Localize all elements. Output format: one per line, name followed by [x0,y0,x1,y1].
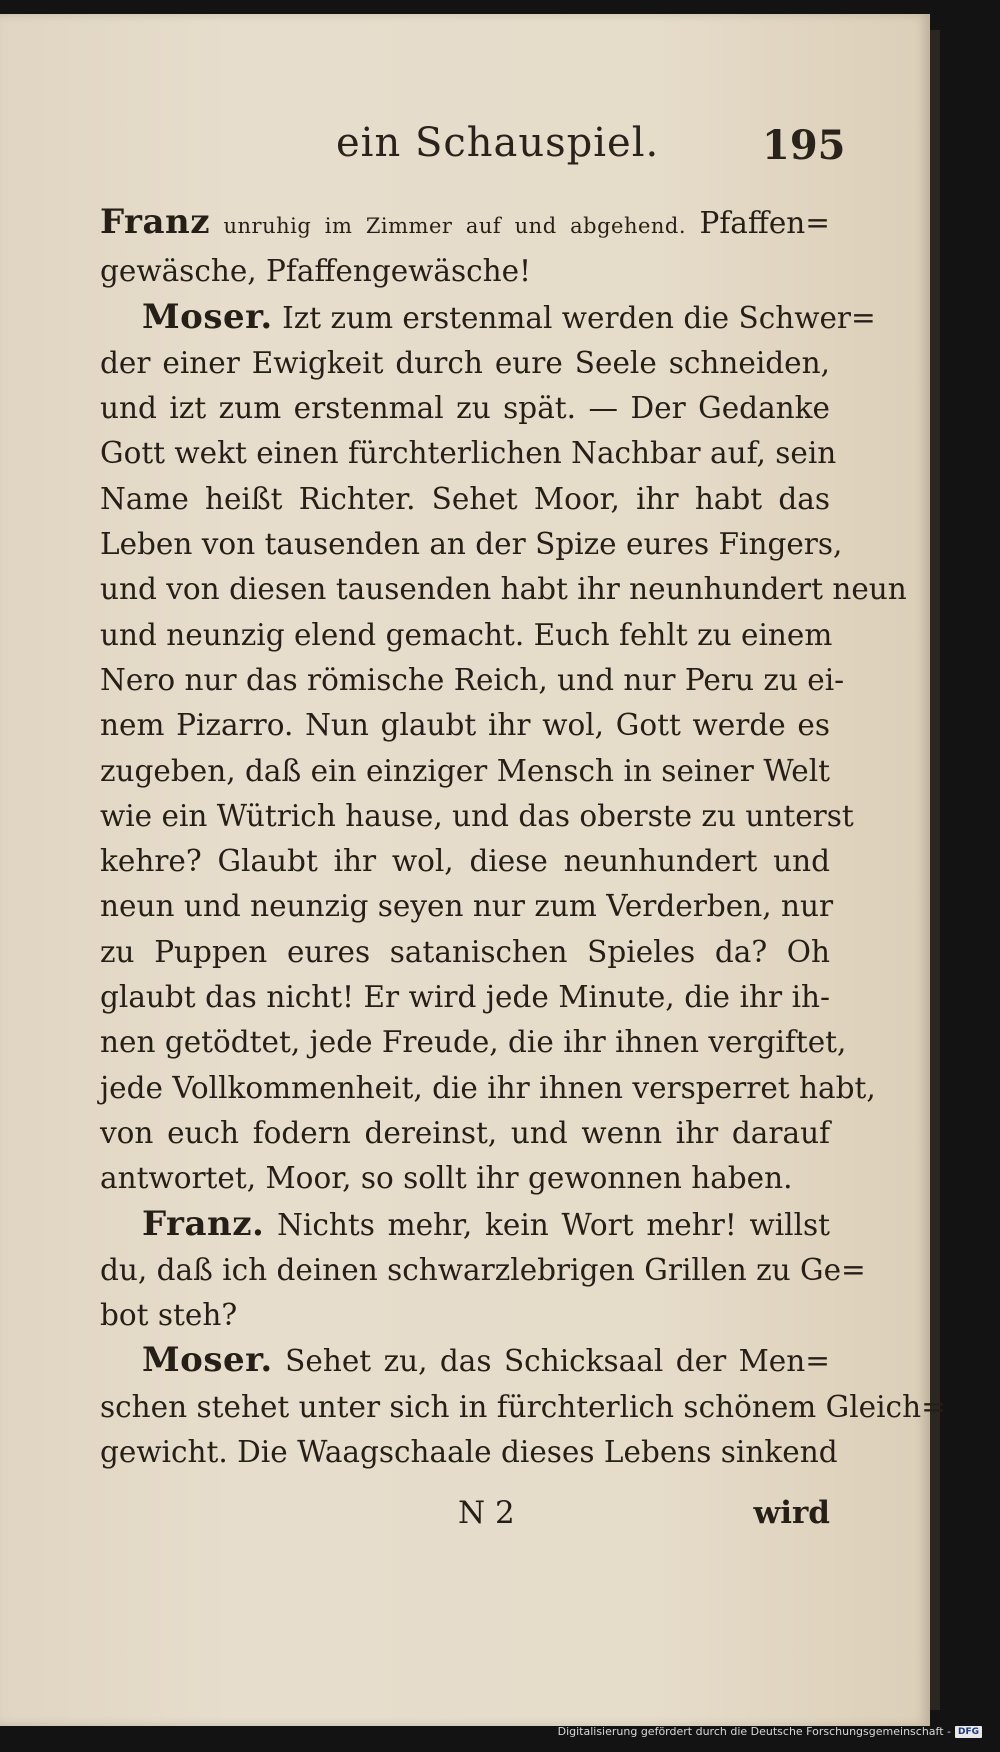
stage-direction: unruhig im Zimmer auf und abgehend. [210,214,700,238]
line-text: zugeben, daß ein einziger Mensch in seiner Welt [100,753,830,788]
speaker-name: Moser. [142,296,273,337]
line-text: der einer Ewigkeit durch eure Seele schneiden, [100,345,830,380]
page-number: 195 [762,122,846,169]
text-line [100,1338,830,1384]
text-line [100,200,830,249]
text-line [100,930,830,975]
text-line [100,658,845,703]
text-line [100,295,876,341]
text-line [100,794,854,839]
credit-text: Digitalisierung gefördert durch die Deutsche Forschungsgemeinschaft - [557,1725,951,1738]
text-line [100,431,837,476]
text-line [100,1020,847,1065]
line-text: Pfaffen= [699,206,830,240]
line-text: glaubt das nicht! Er wird jede Minute, die ihr ih- [100,980,830,1015]
body-text [100,200,946,1475]
signature-mark: N 2 [458,1495,515,1531]
line-text: Sehet zu, das Schicksaal der Men= [272,1344,830,1379]
page-edge [930,30,940,1710]
text-line [100,975,830,1020]
paragraph [100,1338,946,1475]
text-line [100,613,833,658]
text-line [100,567,907,612]
line-text: kehre? Glaubt ihr wol, diese neunhundert und [100,844,830,879]
line-text: zu Puppen eures satanischen Spieles da? Oh [100,934,830,969]
text-line [100,884,834,929]
speaker-name: Franz. [142,1203,265,1244]
text-line [100,749,830,794]
text-line [100,386,830,431]
line-text: Izt zum erstenmal werden die Schwer= [272,300,876,335]
text-line [100,522,843,567]
text-line [100,839,830,884]
line-text: jede Vollkommenheit, die ihr ihnen versperret habt, [100,1070,876,1105]
text-line [100,1430,838,1475]
paragraph [100,200,830,295]
line-text: neun und neunzig seyen nur zum Verderben, nur [100,889,834,924]
text-line [100,703,830,748]
line-text: wie ein Wütrich hause, und das oberste zu unterst [100,798,854,833]
text-line [100,249,830,294]
text-line [100,1385,946,1430]
speaker-name: Moser. [142,1340,273,1381]
text-line [100,1202,830,1248]
line-text: und izt zum erstenmal zu spät. — Der Gedanke [100,391,830,426]
paragraph [100,295,907,1202]
text-line [100,1293,830,1338]
line-text: Leben von tausenden an der Spize eures Fingers, [100,527,843,562]
line-text: nen getödtet, jede Freude, die ihr ihnen vergiftet, [100,1025,847,1060]
speaker-name: Franz [100,202,211,242]
running-title: ein Schauspiel. [336,120,660,166]
line-text: Nichts mehr, kein Wort mehr! willst [264,1207,830,1242]
line-text: Name heißt Richter. Sehet Moor, ihr habt das [100,481,830,516]
digitization-credit [558,1725,982,1738]
text-line [100,1111,830,1156]
line-text: gewicht. Die Waagschaale dieses Lebens sinkend [100,1435,838,1470]
line-text: und von diesen tausenden habt ihr neunhundert neun [100,572,907,607]
text-line [100,1248,866,1293]
line-text: gewäsche, Pfaffengewäsche! [100,254,531,289]
text-line [100,1066,876,1111]
line-text: antwortet, Moor, so sollt ihr gewonnen haben. [100,1161,793,1196]
line-text: und neunzig elend gemacht. Euch fehlt zu einem [100,617,833,652]
text-line [100,477,830,522]
text-line [100,1156,830,1201]
paragraph [100,1202,866,1339]
line-text: Nero nur das römische Reich, und nur Peru zu ei- [100,662,845,697]
catchword: wird [753,1495,830,1531]
line-text: von euch fodern dereinst, und wenn ihr darauf [100,1115,830,1150]
line-text: Gott wekt einen fürchterlichen Nachbar auf, sein [100,436,837,471]
line-text: du, daß ich deinen schwarzlebrigen Grillen zu Ge= [100,1252,866,1287]
dfg-logo: DFG [955,1726,982,1738]
line-text: nem Pizarro. Nun glaubt ihr wol, Gott werde es [100,708,830,743]
line-text: bot steh? [100,1298,238,1333]
page-footer [100,1495,830,1543]
text-line [100,341,830,386]
line-text: schen stehet unter sich in fürchterlich schönem Gleich= [100,1389,946,1424]
